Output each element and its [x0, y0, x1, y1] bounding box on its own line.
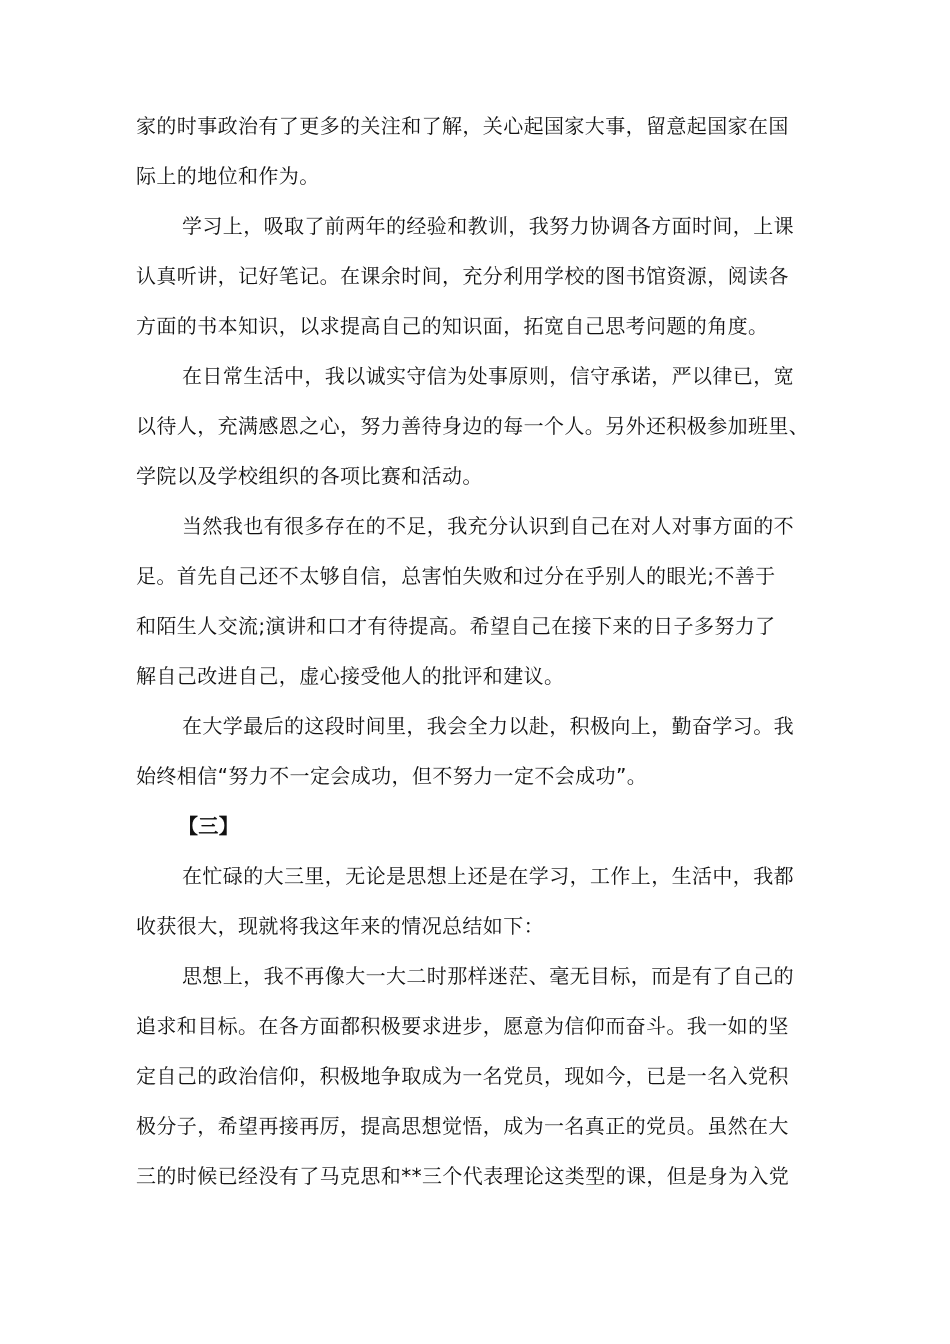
text-line: 三的时候已经没有了马克思和**三个代表理论这类型的课，但是身为入党: [136, 1164, 790, 1188]
text-line: 始终相信“努力不一定会成功，但不努力一定不会成功”。: [136, 764, 648, 788]
text-line: 思想上，我不再像大一大二时那样迷茫、毫无目标，而是有了自己的: [182, 964, 794, 988]
text-line: 和陌生人交流;演讲和口才有待提高。希望自己在接下来的日子多努力了: [136, 614, 776, 638]
text-line: 定自己的政治信仰，积极地争取成为一名党员，现如今，已是一名入党积: [136, 1064, 789, 1088]
text-line: 以待人，充满感恩之心，努力善待身边的每一个人。另外还积极参加班里、: [136, 414, 810, 438]
text-line: 学院以及学校组织的各项比赛和活动。: [136, 464, 483, 488]
text-line: 收获很大，现就将我这年来的情况总结如下：: [136, 914, 544, 938]
text-line: 极分子，希望再接再厉，提高思想觉悟，成为一名真正的党员。虽然在大: [136, 1114, 789, 1138]
section-heading: 【三】: [178, 814, 240, 838]
document-body: [136, 114, 828, 1189]
text-line: 在日常生活中，我以诚实守信为处事原则，信守承诺，严以律已，宽: [182, 364, 794, 388]
text-line: 方面的书本知识，以求提高自己的知识面，拓宽自己思考问题的角度。: [136, 314, 769, 338]
text-line: 家的时事政治有了更多的关注和了解，关心起国家大事，留意起国家在国: [136, 114, 789, 138]
text-line: 在大学最后的这段时间里，我会全力以赴，积极向上，勤奋学习。我: [182, 714, 794, 738]
text-line: 解自己改进自己，虚心接受他人的批评和建议。: [136, 664, 565, 688]
text-line: 在忙碌的大三里，无论是思想上还是在学习，工作上，生活中，我都: [182, 864, 794, 888]
text-line: 认真听讲，记好笔记。在课余时间，充分利用学校的图书馆资源，阅读各: [136, 264, 789, 288]
text-line: 当然我也有很多存在的不足，我充分认识到自己在对人对事方面的不: [182, 514, 794, 538]
text-line: 追求和目标。在各方面都积极要求进步，愿意为信仰而奋斗。我一如的坚: [136, 1014, 789, 1038]
text-line: 际上的地位和作为。: [136, 164, 320, 188]
text-line: 学习上，吸取了前两年的经验和教训，我努力协调各方面时间，上课: [182, 214, 794, 238]
text-line: 足。首先自己还不太够自信，总害怕失败和过分在乎别人的眼光;不善于: [136, 564, 776, 588]
